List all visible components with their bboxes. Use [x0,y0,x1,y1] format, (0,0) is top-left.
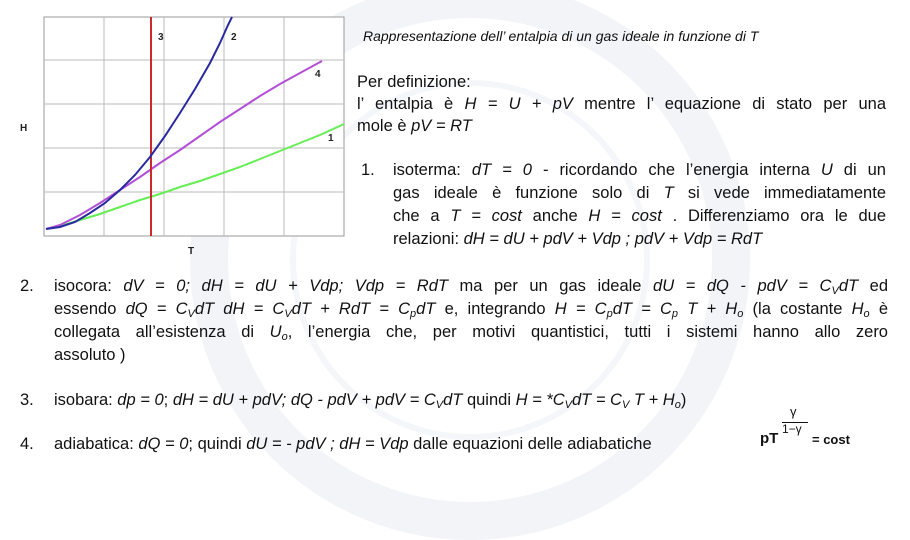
item-2-line-4: assoluto ) [54,346,126,364]
item-4-number: 4. [20,435,34,453]
item-2-line-2: essendo dQ = $C_VdT$ dH = $C_VdT$ + RdT = $C_pdT$ e, integrando $H = C_pdT = C_p$ $T + H_o$ (la costante $H_o$ è [54,300,889,320]
series-4-label: 4 [315,69,321,80]
item-2-number: 2. [20,277,34,295]
series-3-label: 3 [158,32,164,43]
formula-rhs: = cost [812,432,850,447]
intro-line-2: l’ entalpia è H = U + pV mentre l’ equazione di stato per una [357,95,886,113]
item-1-line-2: gas ideale è funzione solo di T si vede immediatamente [393,184,886,202]
enthalpy-chart [0,0,360,270]
intro-line-1: Per definizione: [357,73,471,91]
adiabatic-formula [760,404,870,456]
intro-line-3: mole è pV = RT [357,117,472,135]
item-3-number: 3. [20,391,34,409]
item-1-number: 1. [361,161,375,179]
item-1-line-3: che a T = cost anche H = cost . Differenziamo ora le due [393,207,886,225]
series-2-label: 2 [231,32,237,43]
item-2-line-3: collegata all’esistenza di $U_o$, l’energia che, per motivi quantistici, tutti i sistemi hanno allo zero [54,323,888,343]
formula-exponent-denominator: 1−γ [782,422,802,436]
slide-title: Rappresentazione dell’ entalpia di un gas ideale in funzione di T [363,28,759,44]
formula-exponent-numerator: γ [790,404,797,419]
item-1-line-4: relazioni: dH = dU + pdV + Vdp ; pdV + Vdp = RdT [393,230,763,248]
series-1-label: 1 [328,133,334,144]
y-axis-label: H [20,123,28,134]
x-axis-label: T [188,246,195,257]
item-1-line-1: isoterma: dT = 0 - ricordando che l’energia interna U di un [393,161,886,179]
item-3-line: isobara: dp = 0; dH = dU + pdV; dQ - pdV + pdV = $C_VdT$ quindi $H = *C_VdT = C_V$ $T + H_o$) [54,391,687,411]
plot-area [44,17,344,236]
item-4-line: adiabatica: dQ = 0; quindi dU = - pdV ; dH = Vdp dalle equazioni delle adiabatiche [54,435,652,453]
formula-base: pT [760,430,779,447]
item-2-line-1: isocora: dV = 0; dH = dU + Vdp; Vdp = RdT ma per un gas ideale dU = dQ - pdV = $C_VdT$ ed [54,277,888,297]
